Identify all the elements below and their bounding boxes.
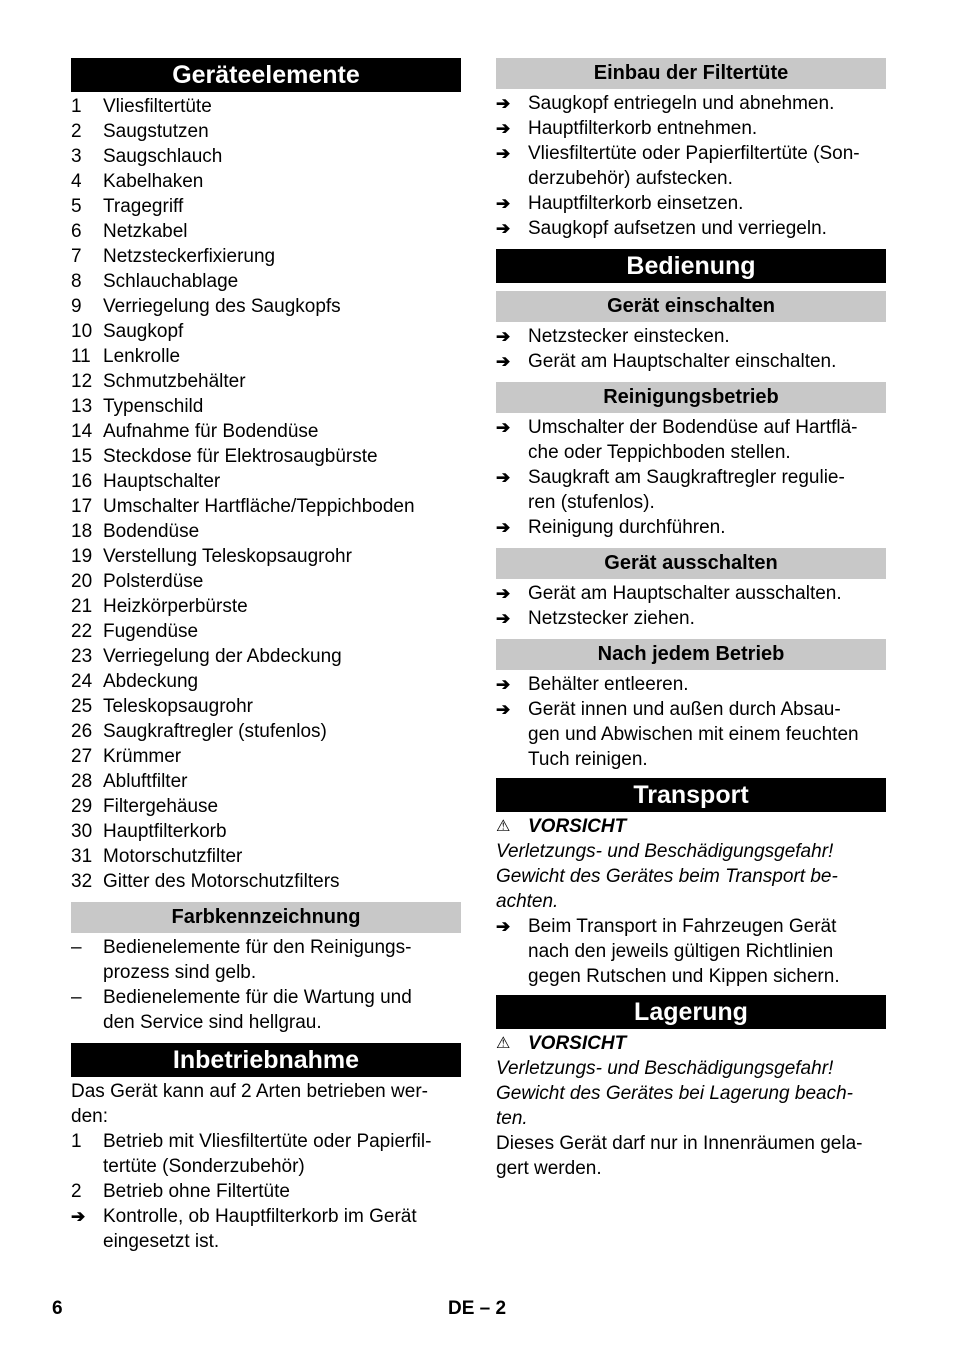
item-label: Fugendüse bbox=[103, 621, 199, 642]
item-label: Schlauchablage bbox=[103, 271, 239, 292]
item-label: Filtergehäuse bbox=[103, 796, 219, 817]
arrow-right-icon: ➔ bbox=[496, 94, 511, 113]
parts-list-item bbox=[71, 244, 461, 269]
item-label: Heizkörperbürste bbox=[103, 596, 248, 617]
parts-list-item bbox=[71, 869, 461, 894]
parts-list-item bbox=[71, 194, 461, 219]
item-number: 30 bbox=[71, 821, 93, 842]
item-number: 7 bbox=[71, 246, 82, 267]
item-label: Motorschutzfilter bbox=[103, 846, 243, 867]
item-number: 12 bbox=[71, 371, 93, 392]
arrow-right-icon: ➔ bbox=[496, 584, 511, 603]
arrow-right-icon: ➔ bbox=[496, 518, 511, 537]
page-number: 6 bbox=[52, 1298, 63, 1319]
item-number: 25 bbox=[71, 696, 93, 717]
section-title-ausschalten: Gerät ausschalten bbox=[496, 548, 886, 579]
right-column bbox=[496, 58, 886, 1181]
parts-list-item bbox=[71, 444, 461, 469]
item-label: Saugschlauch bbox=[103, 146, 223, 167]
item-label: Tragegriff bbox=[103, 196, 184, 217]
item-label: Verriegelung des Saugkopfs bbox=[103, 296, 341, 317]
parts-list-item bbox=[71, 169, 461, 194]
item-number: 28 bbox=[71, 771, 93, 792]
transport-content: ⚠ VORSICHT Verletzungs- und Beschädigungsgefahr! Gewicht des Gerätes beim Transport be- achten. ➔ Beim Transport in Fahrzeugen Gerät nach den jeweils gültigen Richtlinien gegen Rutschen und Kippen sichern. bbox=[496, 814, 886, 989]
item-label: Teleskopsaugrohr bbox=[103, 696, 253, 717]
item-label: Polsterdüse bbox=[103, 571, 204, 592]
section-title-bedienung: Bedienung bbox=[496, 249, 886, 283]
parts-list-item bbox=[71, 369, 461, 394]
item-number: 3 bbox=[71, 146, 82, 167]
step-item: ➔ Saugkopf aufsetzen und verriegeln. bbox=[496, 218, 827, 239]
step-item: ➔ Hauptfilterkorb einsetzen. bbox=[496, 193, 744, 214]
warning-triangle-icon: ⚠ bbox=[496, 1035, 511, 1052]
arrow-right-icon: ➔ bbox=[71, 1207, 86, 1226]
lagerung-content: ⚠ VORSICHT Verletzungs- und Beschädigungsgefahr! Gewicht des Gerätes bei Lagerung beach- ten. Dieses Gerät darf nur in Innenräumen gela- gert werden. bbox=[496, 1031, 886, 1181]
step-item: ➔ Gerät am Hauptschalter einschalten. bbox=[496, 351, 837, 372]
item-number: 4 bbox=[71, 171, 82, 192]
item-number: 9 bbox=[71, 296, 82, 317]
arrow-right-icon: ➔ bbox=[496, 219, 511, 238]
arrow-right-icon: ➔ bbox=[496, 119, 511, 138]
item-label: Abdeckung bbox=[103, 671, 199, 692]
parts-list-item bbox=[71, 144, 461, 169]
parts-list-item bbox=[71, 644, 461, 669]
parts-list-item bbox=[71, 394, 461, 419]
item-number: 11 bbox=[71, 346, 91, 367]
item-number: 22 bbox=[71, 621, 93, 642]
step-item: ➔ Saugkraft am Saugkraftregler regulie- ren (stufenlos). bbox=[496, 467, 845, 513]
item-label: Aufnahme für Bodendüse bbox=[103, 421, 319, 442]
parts-list-item bbox=[71, 519, 461, 544]
parts-list-item bbox=[71, 794, 461, 819]
arrow-right-icon: ➔ bbox=[496, 675, 511, 694]
item-label: Verriegelung der Abdeckung bbox=[103, 646, 342, 667]
item-label: Hauptfilterkorb bbox=[103, 821, 227, 842]
einschalten-steps bbox=[496, 324, 886, 374]
parts-list-item bbox=[71, 469, 461, 494]
item-number: 5 bbox=[71, 196, 82, 217]
section-title-geraeteelemente: Geräteelemente bbox=[71, 58, 461, 92]
item-number: 13 bbox=[71, 396, 93, 417]
item-number: 21 bbox=[71, 596, 93, 617]
step-item: ➔ Gerät am Hauptschalter ausschalten. bbox=[496, 583, 842, 604]
step-item: ➔ Reinigung durchführen. bbox=[496, 517, 726, 538]
item-number: 1 bbox=[71, 96, 82, 117]
section-title-einbau: Einbau der Filtertüte bbox=[496, 58, 886, 89]
item-label: Hauptschalter bbox=[103, 471, 221, 492]
item-label: Umschalter Hartfläche/Teppichboden bbox=[103, 496, 415, 517]
item-number: 17 bbox=[71, 496, 93, 517]
item-number: 18 bbox=[71, 521, 93, 542]
nach-betrieb-steps bbox=[496, 672, 886, 772]
list-item: – Bedienelemente für den Reinigungs- prozess sind gelb. bbox=[71, 937, 412, 983]
page-code: DE – 2 bbox=[448, 1298, 507, 1319]
step-item: ➔ Saugkopf entriegeln und abnehmen. bbox=[496, 93, 835, 114]
arrow-right-icon: ➔ bbox=[496, 609, 511, 628]
section-title-reinigung: Reinigungsbetrieb bbox=[496, 382, 886, 413]
parts-list-item bbox=[71, 819, 461, 844]
item-label: Vliesfiltertüte bbox=[103, 96, 212, 117]
parts-list-item bbox=[71, 269, 461, 294]
section-title-nach-betrieb: Nach jedem Betrieb bbox=[496, 639, 886, 670]
arrow-right-icon: ➔ bbox=[496, 194, 511, 213]
item-label: Saugkraftregler (stufenlos) bbox=[103, 721, 327, 742]
arrow-right-icon: ➔ bbox=[496, 917, 511, 936]
arrow-right-icon: ➔ bbox=[496, 468, 511, 487]
item-label: Bodendüse bbox=[103, 521, 200, 542]
item-label: Netzkabel bbox=[103, 221, 188, 242]
warning-triangle-icon: ⚠ bbox=[496, 818, 511, 835]
step-item: ➔ Beim Transport in Fahrzeugen Gerät nach den jeweils gültigen Richtlinien gegen Rutschen und Kippen sichern. bbox=[496, 916, 840, 987]
reinigung-steps bbox=[496, 415, 886, 540]
step-item: ➔ Kontrolle, ob Hauptfilterkorb im Gerät eingesetzt ist. bbox=[71, 1206, 417, 1252]
step-item: ➔ Behälter entleeren. bbox=[496, 674, 689, 695]
parts-list-item bbox=[71, 94, 461, 119]
item-label: Verstellung Teleskopsaugrohr bbox=[103, 546, 352, 567]
item-number: 14 bbox=[71, 421, 93, 442]
item-label: Typenschild bbox=[103, 396, 204, 417]
item-number: 16 bbox=[71, 471, 93, 492]
parts-list-item bbox=[71, 669, 461, 694]
parts-list-item bbox=[71, 119, 461, 144]
section-title-inbetriebnahme: Inbetriebnahme bbox=[71, 1043, 461, 1077]
dash-marker: – bbox=[71, 987, 82, 1008]
item-number: 31 bbox=[71, 846, 93, 867]
parts-list-item bbox=[71, 544, 461, 569]
parts-list-item bbox=[71, 694, 461, 719]
parts-list bbox=[71, 94, 461, 894]
item-number: 24 bbox=[71, 671, 93, 692]
item-number: 20 bbox=[71, 571, 93, 592]
parts-list-item bbox=[71, 419, 461, 444]
step-item: ➔ Hauptfilterkorb entnehmen. bbox=[496, 118, 758, 139]
item-label: Saugstutzen bbox=[103, 121, 209, 142]
parts-list-item bbox=[71, 219, 461, 244]
list-item: 2 Betrieb ohne Filtertüte bbox=[71, 1181, 290, 1202]
item-number: 32 bbox=[71, 871, 93, 892]
parts-list-item bbox=[71, 319, 461, 344]
item-label: Kabelhaken bbox=[103, 171, 204, 192]
parts-list-item bbox=[71, 719, 461, 744]
section-title-transport: Transport bbox=[496, 778, 886, 812]
item-number: 23 bbox=[71, 646, 93, 667]
item-number: 8 bbox=[71, 271, 82, 292]
item-label: Schmutzbehälter bbox=[103, 371, 246, 392]
parts-list-item bbox=[71, 594, 461, 619]
parts-list-item bbox=[71, 769, 461, 794]
item-number: 29 bbox=[71, 796, 93, 817]
section-title-farbkennzeichnung: Farbkennzeichnung bbox=[71, 902, 461, 933]
parts-list-item bbox=[71, 744, 461, 769]
item-number: 27 bbox=[71, 746, 93, 767]
list-item: 1 Betrieb mit Vliesfiltertüte oder Papierfil- tertüte (Sonderzubehör) bbox=[71, 1131, 432, 1177]
parts-list-item bbox=[71, 844, 461, 869]
warning-heading: ⚠ VORSICHT bbox=[496, 1033, 627, 1054]
item-label: Saugkopf bbox=[103, 321, 184, 342]
arrow-right-icon: ➔ bbox=[496, 352, 511, 371]
ausschalten-steps bbox=[496, 581, 886, 631]
list-item: – Bedienelemente für die Wartung und den Service sind hellgrau. bbox=[71, 987, 412, 1033]
item-number: 2 bbox=[71, 121, 82, 142]
intro-text: Das Gerät kann auf 2 Arten betrieben wer- den: bbox=[71, 1081, 428, 1127]
parts-list-item bbox=[71, 294, 461, 319]
item-label: Krümmer bbox=[103, 746, 182, 767]
item-label: Netzsteckerfixierung bbox=[103, 246, 276, 267]
left-column bbox=[71, 58, 461, 1254]
section-title-einschalten: Gerät einschalten bbox=[496, 291, 886, 322]
item-number: 26 bbox=[71, 721, 93, 742]
parts-list-item bbox=[71, 569, 461, 594]
section-title-lagerung: Lagerung bbox=[496, 995, 886, 1029]
step-item: ➔ Vliesfiltertüte oder Papierfiltertüte (Son- derzubehör) aufstecken. bbox=[496, 143, 860, 189]
step-item: ➔ Umschalter der Bodendüse auf Hartflä- che oder Teppichboden stellen. bbox=[496, 417, 858, 463]
arrow-right-icon: ➔ bbox=[496, 418, 511, 437]
item-label: Lenkrolle bbox=[103, 346, 181, 367]
parts-list-item bbox=[71, 619, 461, 644]
arrow-right-icon: ➔ bbox=[496, 327, 511, 346]
einbau-steps bbox=[496, 91, 886, 241]
item-number: 19 bbox=[71, 546, 93, 567]
item-number: 10 bbox=[71, 321, 93, 342]
parts-list-item bbox=[71, 344, 461, 369]
parts-list-item bbox=[71, 494, 461, 519]
item-number: 15 bbox=[71, 446, 93, 467]
dash-marker: – bbox=[71, 937, 82, 958]
warning-heading: ⚠ VORSICHT bbox=[496, 816, 627, 837]
item-label: Gitter des Motorschutzfilters bbox=[103, 871, 340, 892]
color-list bbox=[71, 935, 461, 1035]
item-label: Steckdose für Elektrosaugbürste bbox=[103, 446, 378, 467]
item-number: 6 bbox=[71, 221, 82, 242]
item-label: Abluftfilter bbox=[103, 771, 188, 792]
step-item: ➔ Netzstecker einstecken. bbox=[496, 326, 730, 347]
step-item: ➔ Gerät innen und außen durch Absau- gen und Abwischen mit einem feuchten Tuch reinigen. bbox=[496, 699, 859, 770]
step-item: ➔ Netzstecker ziehen. bbox=[496, 608, 695, 629]
arrow-right-icon: ➔ bbox=[496, 144, 511, 163]
arrow-right-icon: ➔ bbox=[496, 700, 511, 719]
